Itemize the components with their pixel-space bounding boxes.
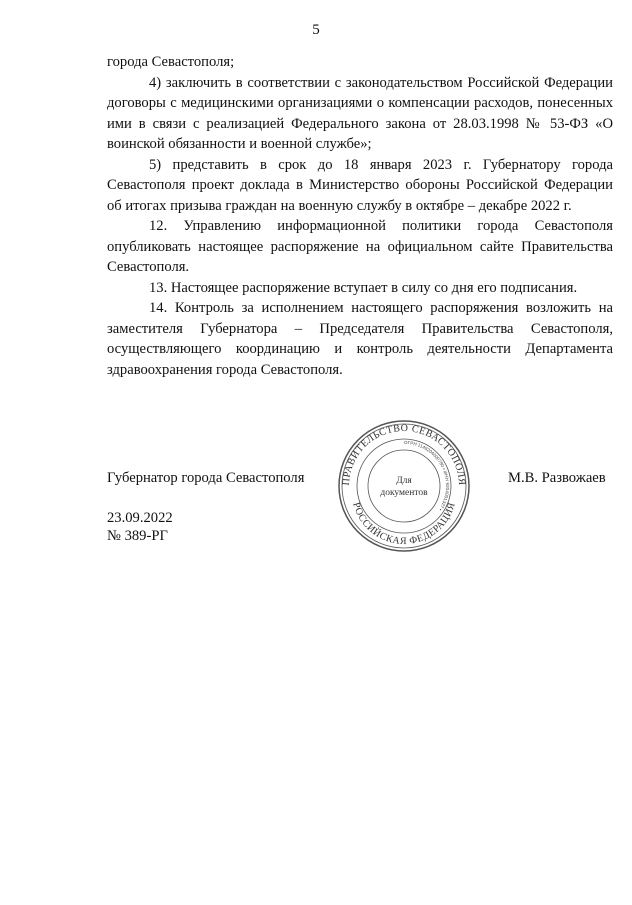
page-number: 5 [312, 22, 320, 38]
paragraph-city-continuation: города Севастополя; [107, 54, 235, 70]
document-body [107, 52, 613, 380]
paragraph-item-4: 4) заключить в соответствии с законодательством Российской Федерации договоры с медицинскими организациями о компенсации расходов, понесенных ими в связи с реализацией Федерального закона от 28.03.1998 № 53-ФЗ «О воинской обязанности и военной службе»; [107, 74, 613, 152]
document-date: 23.09.2022 [107, 510, 173, 526]
signatory-title: Губернатор города Севастополя [107, 470, 305, 486]
seal-text-top: ПРАВИТЕЛЬСТВО СЕВАСТОПОЛЯ [340, 422, 468, 486]
seal-center-line2: документов [380, 488, 428, 498]
seal-text-inner: ОГРН 1149204000780 • ИНН 9204001327 • [403, 439, 451, 512]
signatory-name: М.В. Развожаев [508, 470, 606, 486]
paragraph-14: 14. Контроль за исполнением настоящего распоряжения возложить на заместителя Губернатора – Председателя Правительства Севастополя, осуществляющего координацию и контроль деятельности Департамента здравоохранения города Севастополя. [107, 300, 613, 378]
paragraph-12: 12. Управлению информационной политики города Севастополя опубликовать настоящее распоряжение на официальном сайте Правительства Севастополя. [107, 218, 613, 275]
official-seal [336, 418, 472, 554]
paragraph-item-5: 5) представить в срок до 18 января 2023 г. Губернатору города Севастополя проект доклада в Министерство обороны Российской Федерации об итогах призыва граждан на военную службу в октябре – декабре 2022 г. [107, 156, 613, 214]
seal-text-bottom: РОССИЙСКАЯ ФЕДЕРАЦИЯ [350, 501, 458, 548]
seal-center-line1: Для [396, 476, 412, 486]
document-number: № 389-РГ [107, 528, 168, 544]
paragraph-13: 13. Настоящее распоряжение вступает в силу со дня его подписания. [149, 279, 578, 296]
